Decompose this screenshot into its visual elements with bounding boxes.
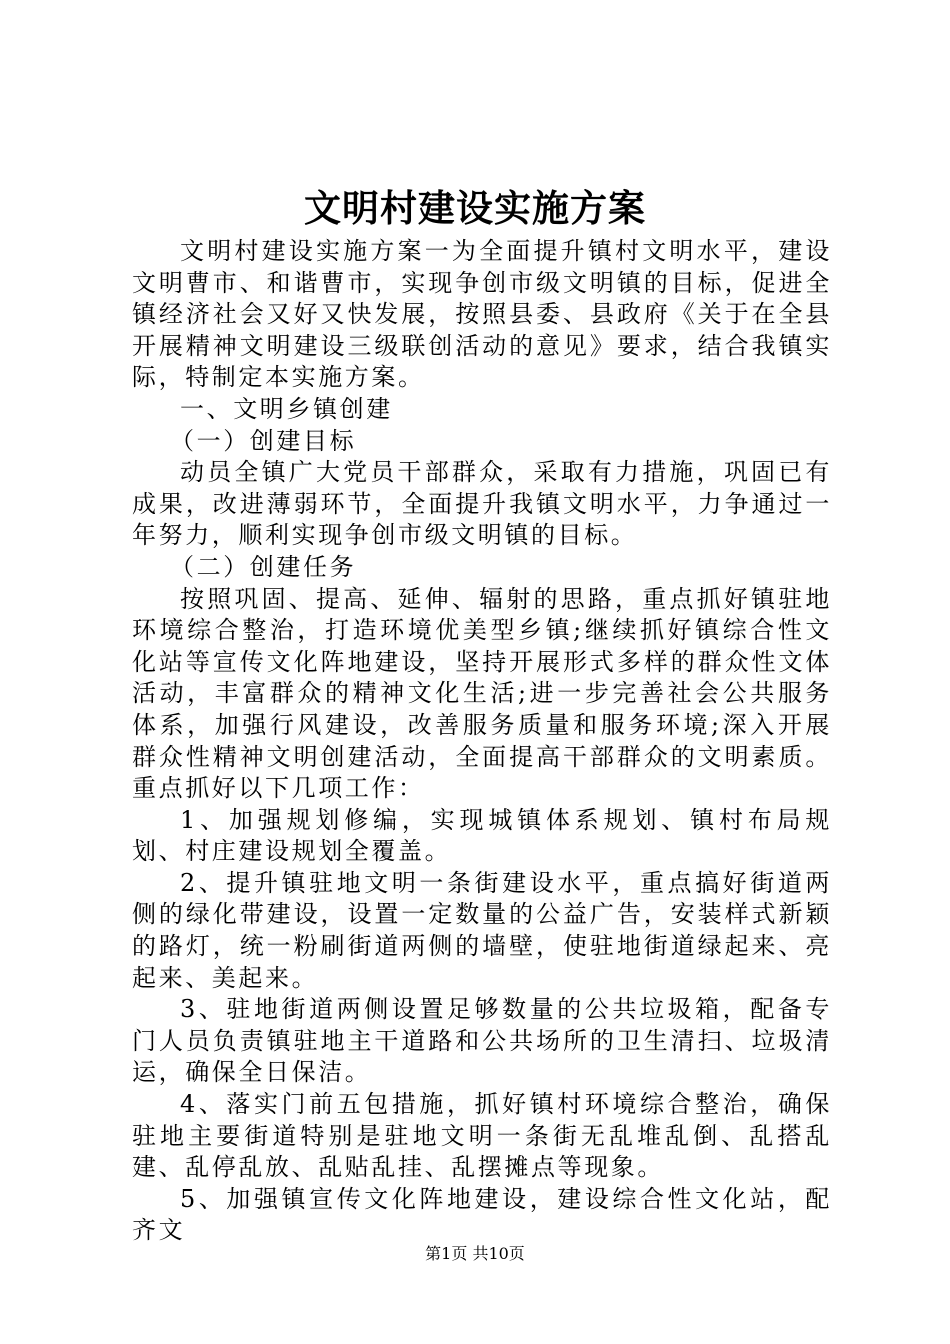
paragraph-tasks: 按照巩固、提高、延伸、辐射的思路，重点抓好镇驻地环境综合整治，打造环境优美型乡镇;继续抓好镇综合性文化站等宣传文化阵地建设，坚持开展形式多样的群众性文体活动，丰富群众的精神文化生活;进一步完善社会公共服务体系，加强行风建设，改善服务质量和服务环境;深入开展群众性精神文明创建活动，全面提高干部群众的文明素质。重点抓好以下几项工作： [132,584,832,803]
paragraph-intro: 文明村建设实施方案一为全面提升镇村文明水平，建设文明曹市、和谐曹市，实现争创市级文明镇的目标，促进全镇经济社会又好又快发展，按照县委、县政府《关于在全县开展精神文明建设三级联创活动的意见》要求，结合我镇实际，特制定本实施方案。 [132,237,832,392]
list-item-4: 4、落实门前五包措施，抓好镇村环境综合整治，确保驻地主要街道特别是驻地文明一条街无乱堆乱倒、乱搭乱建、乱停乱放、乱贴乱挂、乱摆摊点等现象。 [132,1090,832,1182]
list-item-5: 5、加强镇宣传文化阵地建设，建设综合性文化站，配齐文 [132,1184,832,1245]
page-footer: 第1页 共10页 [425,1244,525,1263]
list-item-3: 3、驻地街道两侧设置足够数量的公共垃圾箱，配备专门人员负责镇驻地主干道路和公共场所的卫生清扫、垃圾清运，确保全日保洁。 [132,995,832,1087]
sub-heading-tasks: （二）创建任务 [170,552,357,581]
document-title: 文明村建设实施方案 [304,186,646,230]
document-body [132,236,832,1247]
sub-heading-goal: （一）创建目标 [170,426,357,455]
section-heading-1: 一、文明乡镇创建 [180,394,393,423]
list-item-2: 2、提升镇驻地文明一条街建设水平，重点搞好街道两侧的绿化带建设，设置一定数量的公益广告，安装样式新颖的路灯，统一粉刷街道两侧的墙壁，使驻地街道绿起来、亮起来、美起来。 [132,868,832,992]
paragraph-goal: 动员全镇广大党员干部群众，采取有力措施，巩固已有成果，改进薄弱环节，全面提升我镇文明水平，力争通过一年努力，顺利实现争创市级文明镇的目标。 [132,458,832,550]
list-item-1: 1、加强规划修编，实现城镇体系规划、镇村布局规划、村庄建设规划全覆盖。 [132,805,832,866]
